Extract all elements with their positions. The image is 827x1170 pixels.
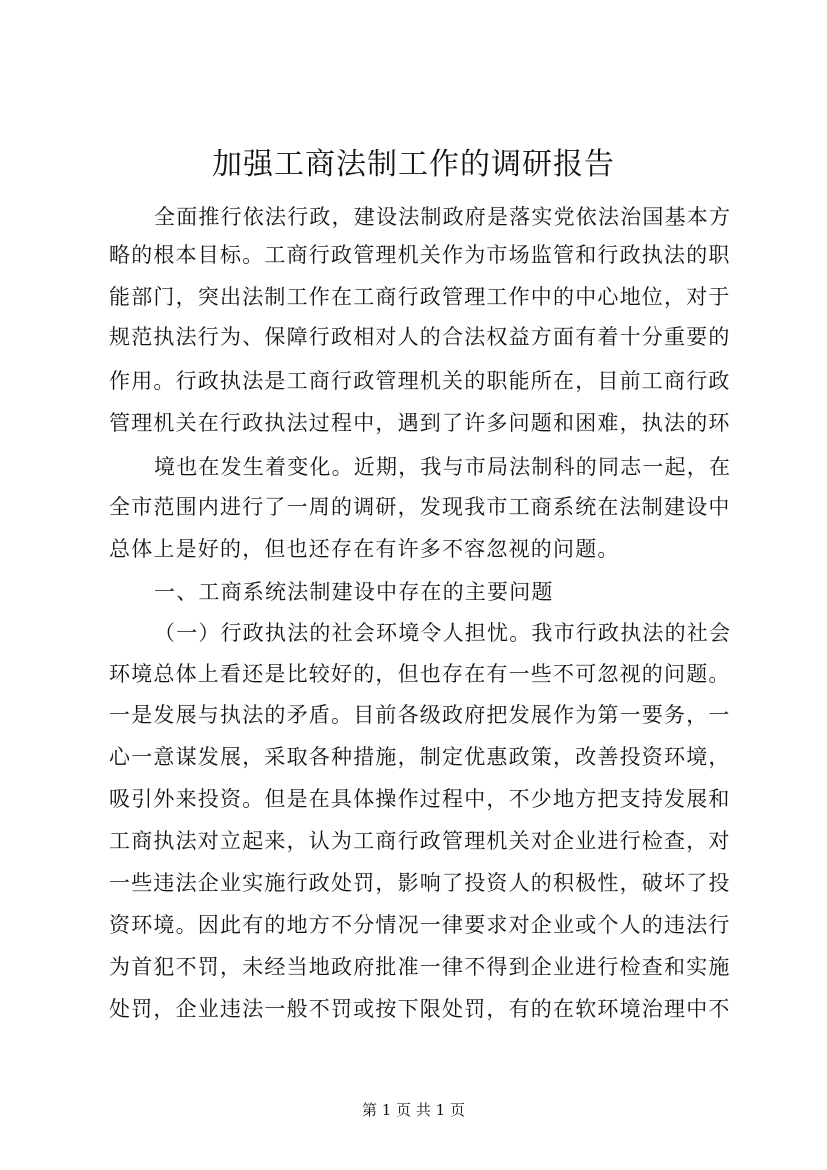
body-line-17: 资环境。因此有的地方不分情况一律要求对企业或个人的违法行 (109, 913, 731, 937)
body-line-7: 境也在发生着变化。近期，我与市局法制科的同志一起，在 (154, 455, 732, 479)
body-line-2: 略的根本目标。工商行政管理机关作为市场监管和行政执法的职 (109, 243, 731, 267)
body-line-15: 工商执法对立起来，认为工商行政管理机关对企业进行检查，对 (109, 829, 731, 853)
body-line-8: 全市范围内进行了一周的调研，发现我市工商系统在法制建设中 (109, 495, 731, 519)
body-line-16: 一些违法企业实施行政处罚，影响了投资人的积极性，破坏了投 (109, 871, 731, 895)
page-title: 加强工商法制工作的调研报告 (212, 147, 615, 182)
page-number-footer: 第 1 页 共 1 页 (362, 1101, 465, 1119)
body-line-6: 管理机关在行政执法过程中，遇到了许多问题和困难，执法的环 (109, 411, 731, 435)
body-line-3: 能部门，突出法制工作在工商行政管理工作中的中心地位，对于 (109, 285, 731, 309)
body-line-1: 全面推行依法行政，建设法制政府是落实党依法治国基本方 (154, 205, 732, 229)
body-line-5: 作用。行政执法是工商行政管理机关的职能所在，目前工商行政 (109, 369, 731, 393)
body-line-14: 吸引外来投资。但是在具体操作过程中，不少地方把支持发展和 (109, 787, 731, 811)
body-line-13: 心一意谋发展，采取各种措施，制定优惠政策，改善投资环境， (109, 745, 731, 769)
body-line-4: 规范执法行为、保障行政相对人的合法权益方面有着十分重要的 (109, 325, 731, 349)
body-line-18: 为首犯不罚，未经当地政府批准一律不得到企业进行检查和实施 (109, 955, 731, 979)
section-heading: 一、工商系统法制建设中存在的主要问题 (154, 580, 554, 604)
body-line-12: 一是发展与执法的矛盾。目前各级政府把发展作为第一要务，一 (109, 703, 731, 727)
body-line-10: （一）行政执法的社会环境令人担忧。我市行政执法的社会 (154, 621, 732, 645)
body-line-19: 处罚，企业违法一般不罚或按下限处罚，有的在软环境治理中不 (109, 997, 731, 1021)
body-line-11: 环境总体上看还是比较好的，但也存在有一些不可忽视的问题。 (109, 662, 731, 686)
body-line-9: 总体上是好的，但也还存在有许多不容忽视的问题。 (109, 537, 620, 561)
